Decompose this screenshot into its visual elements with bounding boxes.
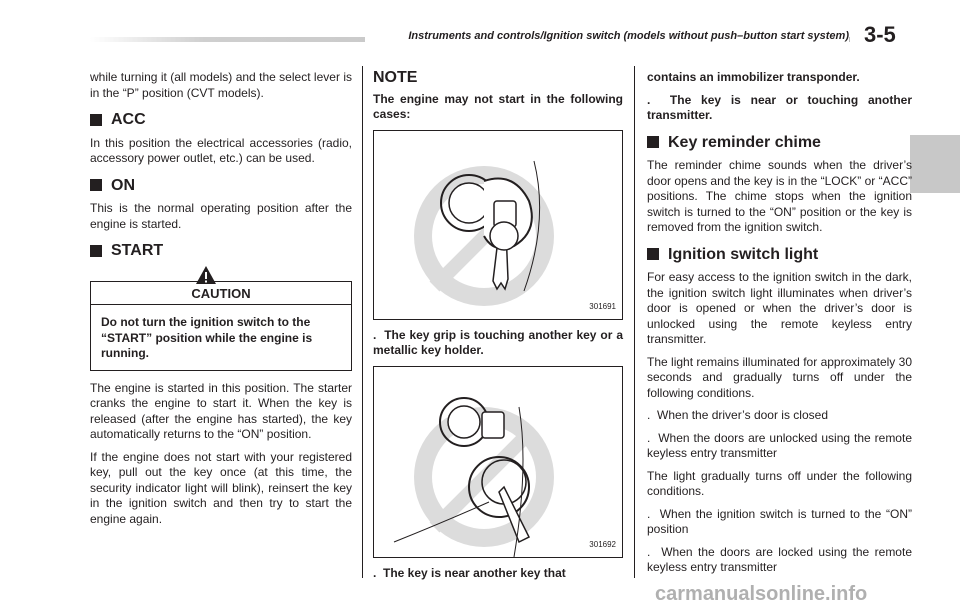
bullet-text: The key is near or touching another transmitter.	[647, 92, 913, 122]
bullet-text: The key grip is touching another key or a metallic key holder.	[373, 327, 623, 357]
heading-label: START	[111, 242, 164, 259]
intro-paragraph: while turning it (all models) and the select lever is in the “P” position (CVT models).	[90, 70, 352, 100]
heading-label: ACC	[111, 111, 146, 128]
bullet-mark: .	[647, 430, 651, 445]
note-heading: NOTE	[373, 69, 418, 86]
chapter-thumb-tab	[910, 135, 960, 193]
square-bullet-icon	[90, 179, 102, 191]
caution-header	[91, 282, 351, 306]
bullet-mark: .	[373, 327, 377, 342]
bullet-mark: .	[647, 506, 651, 521]
condition-item	[647, 408, 912, 424]
condition-item	[647, 507, 912, 538]
section-heading-start	[90, 243, 352, 259]
bullet-text: When the driver’s door is closed	[657, 408, 828, 422]
section-heading-acc	[90, 112, 352, 128]
light-paragraph-2: The light remains illuminated for approximately 30 seconds and gradually turns off under the following conditions.	[647, 354, 912, 400]
condition-item	[647, 545, 912, 576]
column-left	[90, 70, 352, 534]
warning-triangle-icon	[195, 265, 217, 285]
heading-label: ON	[111, 176, 135, 194]
square-bullet-icon	[90, 245, 102, 257]
heading-label: Ignition switch light	[668, 245, 819, 263]
caution-text: Do not turn the ignition switch to the “START” position while the engine is running.	[101, 315, 313, 360]
column-divider	[634, 66, 635, 578]
note-bullet-transmitter	[647, 93, 912, 124]
start-paragraph: The engine is started in this position. The starter cranks the engine to start it. When the key is released (after the engine has started), the key automatically returns to the “ON” position.	[90, 380, 352, 441]
light-paragraph: For easy access to the ignition switch in the dark, the ignition switch light illuminates when driver’s door is opened or when the driver’s door is unlocked using the remote keyless entry transmitter.	[647, 270, 912, 346]
bullet-text: When the doors are locked using the remote keyless entry transmitter	[647, 544, 912, 574]
retry-paragraph: If the engine does not start with your registered key, pull out the key once (at this time, the security indicator light will blink), reinsert the key in the ignition switch and then try to start the engine again.	[90, 449, 352, 526]
caution-box	[90, 281, 352, 371]
condition-item	[647, 431, 912, 462]
watermark: carmanualsonline.info	[655, 583, 868, 605]
bullet-mark: .	[373, 565, 377, 580]
bullet-text: When the doors are unlocked using the remote keyless entry transmitter	[647, 430, 912, 460]
section-heading-ignition-light	[647, 247, 912, 263]
bullet-mark: .	[647, 408, 651, 422]
on-paragraph: This is the normal operating position after the engine is started.	[90, 201, 352, 231]
light-paragraph-3: The light gradually turns off under the following conditions.	[647, 468, 912, 498]
keys-illustration-icon	[374, 367, 623, 557]
note-continued: contains an immobilizer transponder.	[647, 70, 860, 84]
square-bullet-icon	[647, 136, 659, 148]
bullet-mark: .	[647, 92, 651, 107]
caution-label: CAUTION	[191, 285, 251, 301]
section-heading-on	[90, 178, 352, 194]
note-intro: The engine may not start in the following cases:	[373, 91, 623, 121]
page-number: 3-5	[864, 22, 896, 47]
column-right	[647, 70, 912, 583]
column-divider	[362, 66, 363, 578]
square-bullet-icon	[90, 114, 102, 126]
column-middle	[373, 70, 623, 588]
key-illustration-icon	[374, 131, 623, 319]
bullet-text: When the ignition switch is turned to the “ON” position	[647, 506, 912, 536]
bullet-text: The key is near another key that	[383, 565, 566, 580]
chime-paragraph: The reminder chime sounds when the driver’s door opens and the key is in the “LOCK” or “ACC” positions. The chime stops when the ignition switch is turned to the “ON” position or the key is removed from the ignition switch.	[647, 158, 912, 234]
figure-key-grip	[373, 130, 623, 320]
bullet-mark: .	[647, 544, 651, 559]
running-header: Instruments and controls/Ignition switch (models without push–button start system)	[365, 30, 849, 42]
section-heading-key-reminder	[647, 135, 912, 151]
figure-code: 301691	[589, 302, 616, 311]
note-bullet-key-near	[373, 566, 623, 582]
note-bullet-key-grip	[373, 328, 623, 359]
acc-paragraph: In this position the electrical accessories (radio, accessory power outlet, etc.) can be used.	[90, 135, 352, 165]
figure-code: 301692	[589, 540, 616, 549]
heading-label: Key reminder chime	[668, 133, 821, 151]
figure-key-near	[373, 366, 623, 558]
square-bullet-icon	[647, 248, 659, 260]
